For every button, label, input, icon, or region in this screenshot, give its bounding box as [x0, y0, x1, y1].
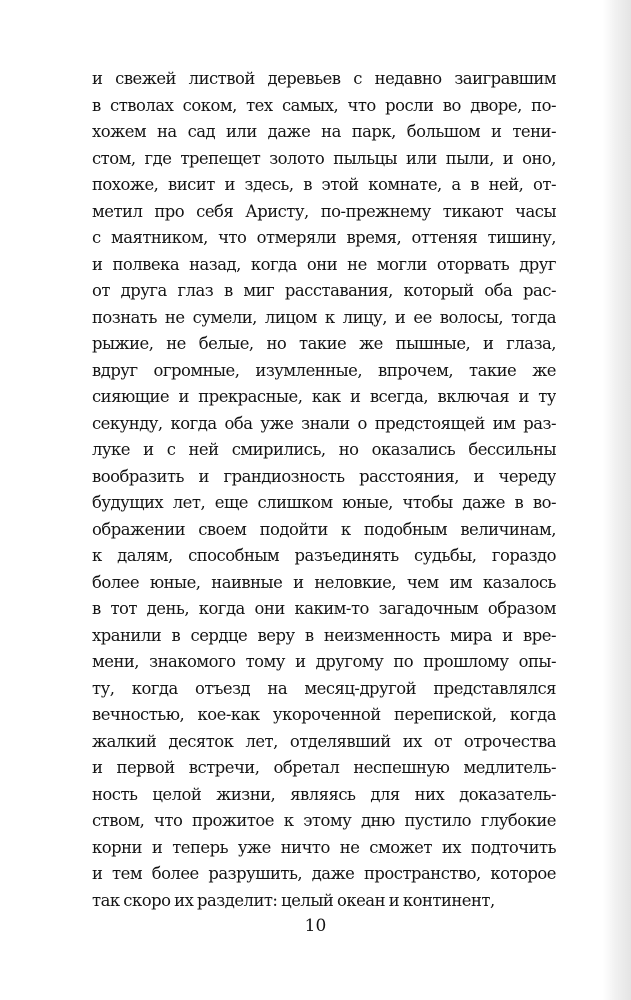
- text-line: вообразить и грандиозность расстояния, и череду: [92, 466, 556, 486]
- text-line: стом, где трепещет золото пыльцы или пыли, и оно,: [92, 148, 556, 168]
- text-line: вечностью, кое-как укороченной перепиской, когда: [92, 705, 556, 724]
- text-line: ность целой жизни, являясь для них доказатель-: [92, 784, 556, 804]
- text-line: и первой встречи, обретал неспешную медлитель-: [92, 758, 556, 777]
- text-line: и полвека назад, когда они не могли оторвать друг: [92, 254, 556, 274]
- text-line: в тот день, когда они каким-то загадочным образом: [92, 599, 556, 618]
- text-line: хожем на сад или даже на парк, большом и тени-: [92, 122, 556, 141]
- text-line: к далям, способным разъединять судьбы, гораздо: [92, 546, 556, 565]
- text-line: от друга глаз в миг расставания, который оба рас-: [92, 281, 556, 300]
- text-line: и свежей листвой деревьев с недавно заигравшим: [92, 69, 556, 88]
- text-line: познать не сумели, лицом к лицу, и ее волосы, тогда: [92, 307, 556, 327]
- body-text: [92, 66, 556, 914]
- text-line: хранили в сердце веру в неизменность мира и вре-: [92, 625, 556, 645]
- text-line: так скоро их разделит: целый океан и континент,: [92, 890, 495, 910]
- page-number: 10: [304, 916, 327, 936]
- text-line: жалкий десяток лет, отделявший их от отрочества: [92, 731, 556, 751]
- text-line: с маятником, что отмеряли время, оттеняя тишину,: [92, 228, 556, 247]
- text-line: в стволах соком, тех самых, что росли во дворе, по-: [92, 95, 556, 115]
- text-line: сияющие и прекрасные, как и всегда, включая и ту: [92, 387, 556, 406]
- text-line: более юные, наивные и неловкие, чем им казалось: [92, 572, 556, 592]
- text-line: рыжие, не белые, но такие же пышные, и глаза,: [92, 334, 556, 353]
- text-line: и тем более разрушить, даже пространство, которое: [92, 864, 556, 883]
- text-line: корни и теперь уже ничто не сможет их подточить: [92, 837, 556, 857]
- text-line: ту, когда отъезд на месяц-другой представлялся: [92, 678, 556, 698]
- text-line: похоже, висит и здесь, в этой комнате, а в ней, от-: [92, 175, 556, 194]
- text-line: секунду, когда оба уже знали о предстоящей им раз-: [92, 413, 556, 433]
- text-line: луке и с ней смирились, но оказались бессильны: [92, 440, 556, 459]
- text-line: вдруг огромные, изумленные, впрочем, такие же: [92, 360, 556, 380]
- text-line: ображении своем подойти к подобным величинам,: [92, 519, 556, 539]
- page-edge-shadow: [603, 0, 631, 1000]
- text-line: мени, знакомого тому и другому по прошлому опы-: [92, 652, 556, 671]
- text-line: будущих лет, еще слишком юные, чтобы даже в во-: [92, 493, 556, 512]
- text-line: метил про себя Аристу, по-прежнему тикают часы: [92, 201, 556, 221]
- text-line: ством, что прожитое к этому дню пустило глубокие: [92, 811, 556, 830]
